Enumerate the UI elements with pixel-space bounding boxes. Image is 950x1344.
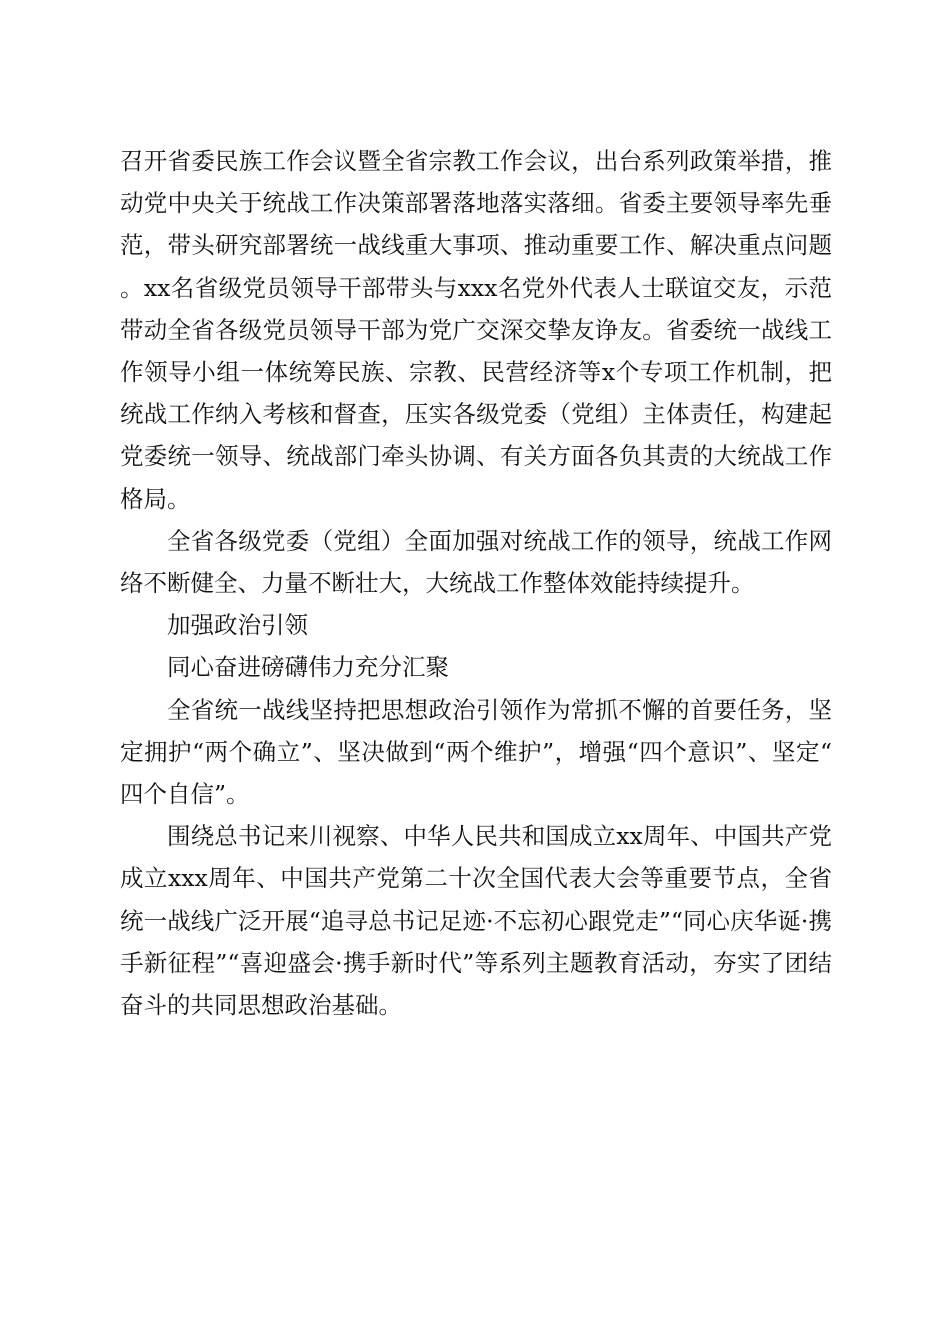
paragraph-leadership-measures: 召开省委民族工作会议暨全省宗教工作会议，出台系列政策举措，推动党中央关于统战工作决策部署落地落实落细。省委主要领导率先垂范，带头研究部署统一战线重大事项、推动重要工作、解决重点问题。xx名省级党员领导干部带头与xxx名党外代表人士联谊交友，示范带动全省各级党员领导干部为党广交深交挚友诤友。省委统一战线工作领导小组一体统筹民族、宗教、民营经济等x个专项工作机制，把统战工作纳入考核和督查，压实各级党委（党组）主体责任，构建起党委统一领导、统战部门牵头协调、有关方面各负其责的大统战工作格局。 [120,147,832,513]
section-heading-political-guidance: 加强政治引领 [167,611,308,640]
paragraph-theme-education: 围绕总书记来川视察、中华人民共和国成立xx周年、中国共产党成立xxx周年、中国共产党第二十次全国代表大会等重要节点，全省统一战线广泛开展“追寻总书记足迹·不忘初心跟党走”“同心庆华诞·携手新征程”“喜迎盛会·携手新时代”等系列主题教育活动，夯实了团结奋斗的共同思想政治基础。 [120,822,832,1020]
section-subheading-unity: 同心奋进磅礴伟力充分汇聚 [167,653,449,682]
paragraph-ideological-guidance: 全省统一战线坚持把思想政治引领作为常抓不懈的首要任务，坚定拥护“两个确立”、坚决做到“两个维护”，增强“四个意识”、坚定“四个自信”。 [120,695,832,809]
paragraph-united-front-network: 全省各级党委（党组）全面加强对统战工作的领导，统战工作网络不断健全、力量不断壮大，大统战工作整体效能持续提升。 [120,526,832,598]
document-body [120,140,832,1026]
